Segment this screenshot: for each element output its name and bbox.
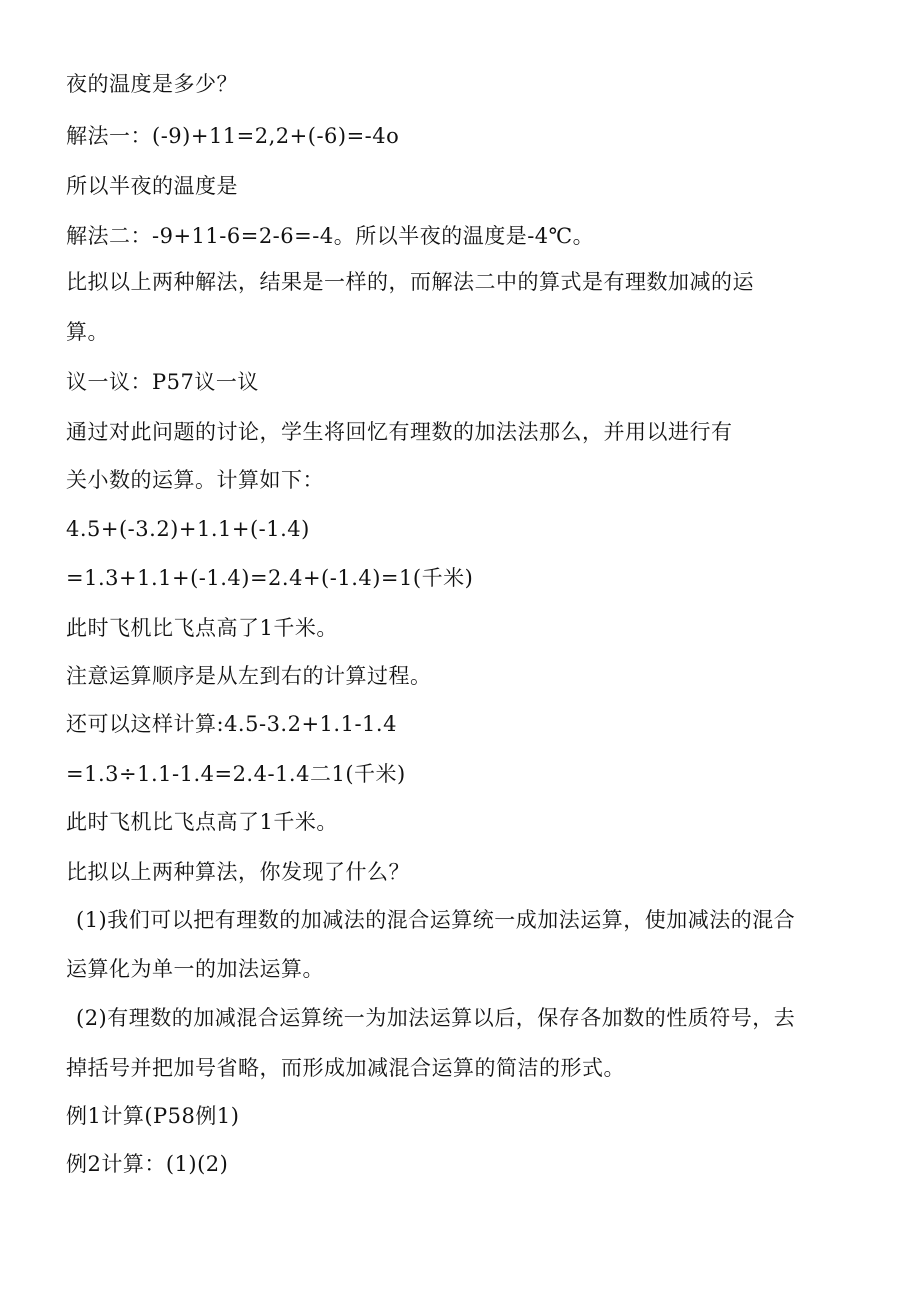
text-line: 掉括号并把加号省略，而形成加减混合运算的简洁的形式。 [66, 1056, 625, 1080]
text-line: 例2计算：(1)(2) [66, 1152, 229, 1176]
text-line: 例1计算(P58例1) [66, 1104, 240, 1128]
text-line: 还可以这样计算:4.5-3.2+1.1-1.4 [66, 712, 397, 736]
text-line: 通过对此问题的讨论，学生将回忆有理数的加法法那么，并用以进行有 [66, 420, 733, 444]
text-line: 解法二：-9+11-6=2-6=-4。所以半夜的温度是-4℃。 [66, 224, 595, 248]
text-line: 解法一：(-9)+11=2,2+(-6)=-4o [66, 124, 400, 148]
text-line: 所以半夜的温度是 [66, 174, 238, 198]
text-line: 比拟以上两种算法，你发现了什么？ [66, 860, 410, 884]
text-line: =1.3+1.1+(-1.4)=2.4+(-1.4)=1(千米) [66, 566, 474, 590]
text-line: =1.3÷1.1-1.4=2.4-1.4二1(千米) [66, 762, 406, 786]
text-line: 关小数的运算。计算如下： [66, 468, 324, 492]
text-line: 注意运算顺序是从左到右的计算过程。 [66, 664, 432, 688]
text-line: 运算化为单一的加法运算。 [66, 957, 324, 981]
text-line: 比拟以上两种解法，结果是一样的，而解法二中的算式是有理数加减的运 [66, 270, 754, 294]
text-line: 此时飞机比飞点高了1千米。 [66, 810, 338, 834]
text-line: 算。 [66, 320, 109, 344]
text-line: 此时飞机比飞点高了1千米。 [66, 616, 338, 640]
text-line: 夜的温度是多少？ [66, 72, 238, 96]
text-line: 议一议：P57议一议 [66, 370, 259, 394]
text-line: (1)我们可以把有理数的加减法的混合运算统一成加法运算，使加减法的混合 [76, 908, 796, 932]
text-line: (2)有理数的加减混合运算统一为加法运算以后，保存各加数的性质符号，去 [76, 1006, 796, 1030]
text-line: 4.5+(-3.2)+1.1+(-1.4) [66, 517, 310, 541]
